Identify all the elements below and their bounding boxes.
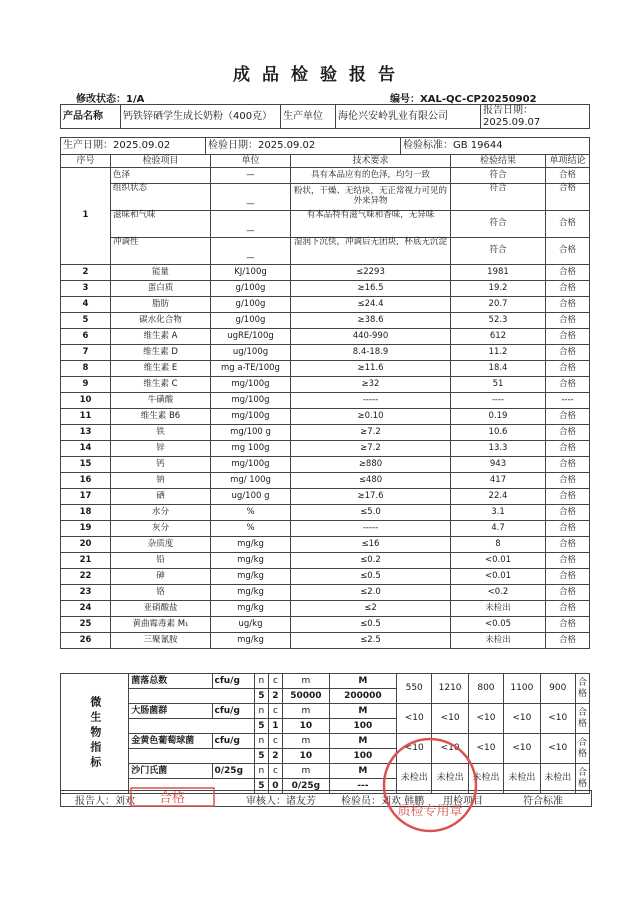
micro-blank [129,719,255,734]
table-row [61,265,590,281]
micro-head-c: c [268,704,282,719]
micro-item-name: 大肠菌群 [129,704,212,719]
row-verdict: 合格 [546,601,590,617]
row-unit: mg/kg [211,553,291,569]
row-unit: mg/ 100g [211,473,291,489]
row-result: 943 [451,457,546,473]
row-no: 17 [61,489,111,505]
col-result: 检验结果 [451,155,546,168]
row-result: 612 [451,329,546,345]
col-requirement: 技术要求 [291,155,451,168]
row-no: 19 [61,521,111,537]
table-row [61,238,590,265]
row-verdict: 合格 [546,617,590,633]
product-name-value: 钙铁锌硒学生成长奶粉（400克） [121,105,281,129]
row-result: 4.7 [451,521,546,537]
micro-c: 0 [268,779,282,794]
micro-row [61,734,590,749]
micro-verdict: 合格 [575,674,589,704]
row-item: 维生素 E [111,361,211,377]
table-row [61,441,590,457]
micro-n: 5 [254,749,268,764]
micro-c: 2 [268,749,282,764]
micro-row [61,704,590,719]
micro-result: <10 [504,734,540,764]
col-item: 检验项目 [111,155,211,168]
row-item: 脂肪 [111,297,211,313]
row-requirement: ≥0.10 [291,409,451,425]
row-result: 8 [451,537,546,553]
row-requirement: ≥38.6 [291,313,451,329]
row-unit: mg/100g [211,457,291,473]
row-unit: mg a-TE/100g [211,361,291,377]
row-requirement: ≤0.5 [291,569,451,585]
row-unit: mg/kg [211,537,291,553]
table-row [61,425,590,441]
micro-head-M: M [329,674,396,689]
row-verdict: 合格 [546,329,590,345]
row-requirement: ≥880 [291,457,451,473]
row-item: 能量 [111,265,211,281]
micro-result: <10 [504,704,540,734]
row-requirement: ≥11.6 [291,361,451,377]
row-no: 25 [61,617,111,633]
row-no: 21 [61,553,111,569]
micro-result: <10 [540,734,575,764]
row-requirement: ≤24.4 [291,297,451,313]
micro-head-n: n [254,764,268,779]
row-requirement: 湿润下沉快，冲调后无团块，杯底无沉淀 [291,238,451,265]
micro-head-c: c [268,764,282,779]
micro-result: 1100 [504,674,540,704]
row-unit: mg/kg [211,633,291,649]
row-result: <0.2 [451,585,546,601]
row-no: 6 [61,329,111,345]
row-item: 钠 [111,473,211,489]
row-no: 9 [61,377,111,393]
row-no: 26 [61,633,111,649]
row-no: 8 [61,361,111,377]
micro-verdict: 合格 [575,704,589,734]
col-verdict: 单项结论 [546,155,590,168]
table-row [61,617,590,633]
table-row [61,601,590,617]
row-no: 24 [61,601,111,617]
row-result: 符合 [451,168,546,184]
maker-label: 生产单位 [281,105,336,129]
row-verdict: 合格 [546,569,590,585]
row-item: 组织状态 [111,184,211,211]
row-requirement: ≤480 [291,473,451,489]
row-item: 水分 [111,505,211,521]
row-unit: mg/kg [211,601,291,617]
table-header-row [61,155,590,168]
row-result: 3.1 [451,505,546,521]
table-row [61,329,590,345]
row-verdict: 合格 [546,553,590,569]
micro-M: 100 [329,719,396,734]
row-no: 16 [61,473,111,489]
row-requirement: ≤2.5 [291,633,451,649]
micro-head-n: n [254,734,268,749]
row-requirement: ----- [291,521,451,537]
row-verdict: 合格 [546,361,590,377]
micro-c: 2 [268,689,282,704]
table-row [61,489,590,505]
inspector: 检验员：刘欢 韩鹏 [341,796,425,807]
inspection-results-table [60,154,590,649]
row-verdict: 合格 [546,441,590,457]
micro-head-n: n [254,674,268,689]
micro-item-name: 沙门氏菌 [129,764,212,779]
micro-m: 50000 [282,689,329,704]
col-no: 序号 [61,155,111,168]
row-no: 7 [61,345,111,361]
revision-status: 修改状态：1/A [76,94,145,105]
micro-verdict: 合格 [575,734,589,764]
table-row [61,313,590,329]
row-no: 22 [61,569,111,585]
row-unit: ug/kg [211,617,291,633]
row-unit: KJ/100g [211,265,291,281]
product-name-label: 产品名称 [61,105,121,129]
table-row [61,505,590,521]
maker-value: 海伦兴安岭乳业有限公司 [336,105,481,129]
row-item: 亚硝酸盐 [111,601,211,617]
row-item: 冲调性 [111,238,211,265]
row-verdict: 合格 [546,211,590,238]
row-unit: mg/100g [211,377,291,393]
micro-result: <10 [468,704,503,734]
row-unit: — [211,168,291,184]
row-result: 1981 [451,265,546,281]
row-result: 52.3 [451,313,546,329]
row-requirement: 8.4-18.9 [291,345,451,361]
micro-head-m: m [282,674,329,689]
row-requirement: ----- [291,393,451,409]
micro-item-name: 金黄色葡萄球菌 [129,734,212,749]
table-row [61,585,590,601]
row-requirement: ≤2293 [291,265,451,281]
row-item: 铬 [111,585,211,601]
row-item: 钙 [111,457,211,473]
micro-M: 200000 [329,689,396,704]
row-verdict: 合格 [546,473,590,489]
table-row [61,345,590,361]
row-result: <0.01 [451,569,546,585]
row-item: 硒 [111,489,211,505]
row-result: ---- [451,393,546,409]
product-info-table [60,104,590,129]
micro-item-unit: cfu/g [212,704,254,719]
table-row [61,473,590,489]
dates-table [60,137,590,155]
row-no: 4 [61,297,111,313]
row-item: 杂质度 [111,537,211,553]
micro-result: <10 [396,734,431,764]
micro-section-label: 微生物指标 [61,674,129,794]
micro-head-n: n [254,704,268,719]
row-verdict: 合格 [546,425,590,441]
micro-result: 未检出 [432,764,468,794]
micro-row [61,674,590,689]
row-verdict: 合格 [546,537,590,553]
row-requirement: ≤2.0 [291,585,451,601]
micro-result: <10 [432,704,468,734]
micro-head-M: M [329,734,396,749]
row-item: 砷 [111,569,211,585]
row-no: 13 [61,425,111,441]
row-result: 0.19 [451,409,546,425]
micro-blank [129,689,255,704]
row-result: 11.2 [451,345,546,361]
micro-row [61,764,590,779]
row-verdict: 合格 [546,457,590,473]
row-item: 三聚氰胺 [111,633,211,649]
row-verdict: 合格 [546,313,590,329]
row-unit: mg/100g [211,409,291,425]
row-item: 黄曲霉毒素 M₁ [111,617,211,633]
row-unit: ug/100 g [211,489,291,505]
micro-head-M: M [329,704,396,719]
row-result: <0.01 [451,553,546,569]
row-requirement: ≤0.2 [291,553,451,569]
micro-result: 550 [396,674,431,704]
row-no: 5 [61,313,111,329]
table-row [61,393,590,409]
row-result: 13.3 [451,441,546,457]
table-row [61,409,590,425]
row-unit: ug/100g [211,345,291,361]
micro-c: 1 [268,719,282,734]
row-verdict: 合格 [546,281,590,297]
row-item: 维生素 A [111,329,211,345]
row-verdict: ---- [546,393,590,409]
row-requirement: ≥16.5 [291,281,451,297]
micro-result: 1210 [432,674,468,704]
row-no: 10 [61,393,111,409]
row-no: 20 [61,537,111,553]
row-unit: % [211,521,291,537]
row-verdict: 合格 [546,265,590,281]
row-unit: ugRE/100g [211,329,291,345]
row-no: 14 [61,441,111,457]
table-row [61,168,590,184]
micro-result: 900 [540,674,575,704]
row-no: 18 [61,505,111,521]
reviewer: 审核人：诸友芳 [246,796,316,807]
row-item: 灰分 [111,521,211,537]
test-date: 检验日期：2025.09.02 [206,138,401,155]
row-requirement: ≤0.5 [291,617,451,633]
row-unit: g/100g [211,281,291,297]
micro-head-m: m [282,734,329,749]
row-item: 碳水化合物 [111,313,211,329]
col-unit: 单位 [211,155,291,168]
row-requirement: 440-990 [291,329,451,345]
row-item: 铅 [111,553,211,569]
micro-m: 10 [282,719,329,734]
microbiology-table [60,673,590,794]
row-result: 10.6 [451,425,546,441]
row-no: 1 [61,168,111,265]
row-result: 18.4 [451,361,546,377]
row-item: 维生素 D [111,345,211,361]
row-verdict: 合格 [546,633,590,649]
pass-stamp-text: 合格 [158,791,186,806]
report-title: 成品检验报告 [233,65,407,85]
micro-result: 未检出 [468,764,503,794]
row-item: 锌 [111,441,211,457]
row-result: 20.7 [451,297,546,313]
micro-n: 5 [254,689,268,704]
table-row [61,297,590,313]
micro-item-unit: 0/25g [212,764,254,779]
row-requirement: ≥17.6 [291,489,451,505]
report-date: 报告日期：2025.09.07 [481,105,590,129]
row-unit: % [211,505,291,521]
micro-result: <10 [540,704,575,734]
micro-n: 5 [254,779,268,794]
row-result: <0.05 [451,617,546,633]
production-date: 生产日期：2025.09.02 [61,138,206,155]
row-requirement: 有本品特有滋气味和香味，无异味 [291,211,451,238]
row-requirement: ≥7.2 [291,441,451,457]
row-unit: — [211,184,291,211]
row-unit: g/100g [211,297,291,313]
row-unit: — [211,238,291,265]
quality-inspection-stamp [380,735,480,835]
row-verdict: 合格 [546,521,590,537]
row-verdict: 合格 [546,184,590,211]
test-standard: 检验标准：GB 19644 [401,138,590,155]
row-result: 51 [451,377,546,393]
row-no: 3 [61,281,111,297]
row-item: 维生素 B6 [111,409,211,425]
conclusion: 符合标准 [523,796,563,807]
row-result: 符合 [451,211,546,238]
row-unit: mg 100g [211,441,291,457]
micro-head-m: m [282,764,329,779]
row-verdict: 合格 [546,168,590,184]
table-row [61,457,590,473]
row-no: 15 [61,457,111,473]
row-verdict: 合格 [546,585,590,601]
micro-m: 10 [282,749,329,764]
row-result: 未检出 [451,601,546,617]
table-row [61,281,590,297]
table-row [61,553,590,569]
table-row [61,521,590,537]
table-row [61,633,590,649]
stamp-text: 质检专用章 [397,804,463,819]
row-result: 19.2 [451,281,546,297]
micro-M: 100 [329,749,396,764]
row-requirement: 具有本品应有的色泽，均匀一致 [291,168,451,184]
micro-m: 0/25g [282,779,329,794]
row-no: 23 [61,585,111,601]
row-requirement: ≥7.2 [291,425,451,441]
table-row [61,184,590,211]
micro-item-unit: cfu/g [212,734,254,749]
table-row [61,537,590,553]
row-verdict: 合格 [546,505,590,521]
row-requirement: ≤5.0 [291,505,451,521]
row-item: 牛磺酸 [111,393,211,409]
reporter: 报告人：刘欢 [75,796,135,807]
micro-result: 未检出 [540,764,575,794]
row-item: 蛋白质 [111,281,211,297]
table-row [61,377,590,393]
micro-result: <10 [468,734,503,764]
document-number: 编号：XAL-QC-CP20250902 [390,94,537,105]
row-result: 未检出 [451,633,546,649]
micro-verdict: 合格 [575,764,589,794]
table-row [61,211,590,238]
row-no: 2 [61,265,111,281]
micro-head-c: c [268,674,282,689]
row-unit: — [211,211,291,238]
row-item: 滋味和气味 [111,211,211,238]
row-result: 417 [451,473,546,489]
micro-head-M: M [329,764,396,779]
row-unit: g/100g [211,313,291,329]
micro-item-unit: cfu/g [212,674,254,689]
row-verdict: 合格 [546,377,590,393]
row-requirement: ≤16 [291,537,451,553]
row-item: 维生素 C [111,377,211,393]
row-verdict: 合格 [546,409,590,425]
row-verdict: 合格 [546,238,590,265]
row-unit: mg/kg [211,585,291,601]
row-item: 铁 [111,425,211,441]
micro-M: --- [329,779,396,794]
row-unit: mg/kg [211,569,291,585]
micro-result: <10 [396,704,431,734]
micro-blank [129,749,255,764]
pass-stamp [130,787,215,807]
micro-head-c: c [268,734,282,749]
micro-item-name: 菌落总数 [129,674,212,689]
table-row [61,361,590,377]
row-result: 22.4 [451,489,546,505]
row-verdict: 合格 [546,345,590,361]
micro-result: 未检出 [504,764,540,794]
row-result: 符合 [451,238,546,265]
micro-head-m: m [282,704,329,719]
row-verdict: 合格 [546,489,590,505]
row-requirement: ≤2 [291,601,451,617]
row-requirement: ≥32 [291,377,451,393]
recheck-item: 用检项目 [443,796,483,807]
micro-result: 未检出 [396,764,431,794]
row-result: 符合 [451,184,546,211]
row-item: 色泽 [111,168,211,184]
micro-result: 800 [468,674,503,704]
row-verdict: 合格 [546,297,590,313]
table-row [61,569,590,585]
micro-n: 5 [254,719,268,734]
row-requirement: 粉状，干燥、无结块，无正常视力可见的外来异物 [291,184,451,211]
row-no: 11 [61,409,111,425]
row-unit: mg/100g [211,393,291,409]
row-unit: mg/100 g [211,425,291,441]
micro-result: <10 [432,734,468,764]
